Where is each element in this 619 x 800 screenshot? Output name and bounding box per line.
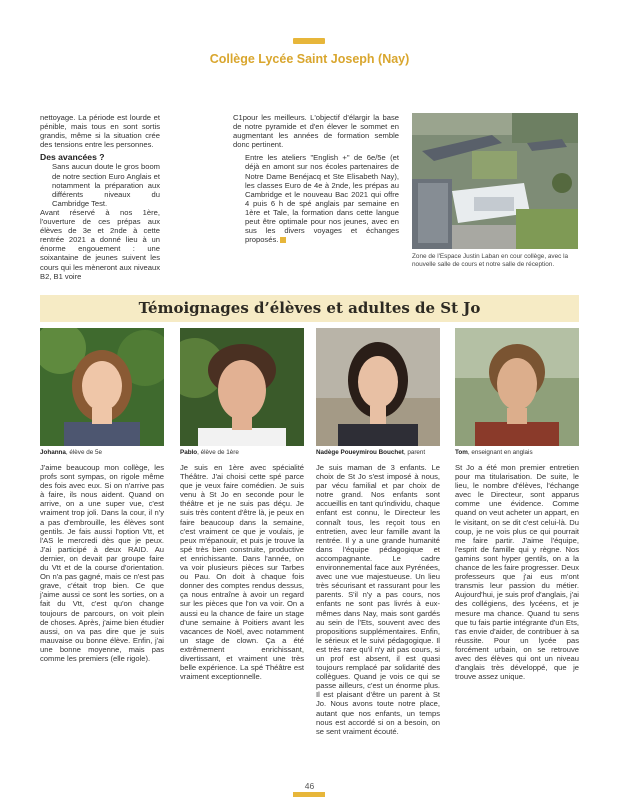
article-paragraph: Sans aucun doute le gros boom de notre section Euro Anglais et notamment la préparation aux différents niveaux du Cambridge Test. bbox=[52, 162, 160, 208]
photo-caption: Zone de l'Espace Justin Laban en cour collège, avec la nouvelle salle de cours et notre salle de réception. bbox=[412, 253, 569, 268]
portrait-label-pablo bbox=[180, 449, 239, 457]
person-name: Johanna bbox=[40, 449, 66, 456]
person-role: , élève de 5e bbox=[65, 449, 102, 456]
portrait-nadege bbox=[316, 328, 440, 446]
header-accent-bar bbox=[293, 38, 325, 44]
person-role: , enseignant en anglais bbox=[467, 449, 533, 456]
aerial-photo-image bbox=[412, 113, 578, 249]
article-paragraph: Entre les ateliers "English +" de 6e/5e (et déjà en amont sur nos écoles partenaires de Notre Dame Benéjacq et Ste Elisabeth Nay), les classes Euro de 4e à 2nde, les prépas au Cambridge et le nouveau Bac 2021 qui offre 4 puis 6 h de spé anglais par semaine en 1ère et Tale, la formation dans cette langue peut être optimale pour nos jeunes, avec en sus les divers voyages et échanges proposés. bbox=[245, 153, 399, 245]
aerial-photo bbox=[412, 113, 578, 249]
article-column-2 bbox=[233, 113, 399, 244]
article-subheading: Des avancées ? bbox=[40, 152, 105, 163]
person-name: Tom bbox=[455, 449, 468, 456]
footer-accent-bar bbox=[293, 792, 325, 797]
person-name: Pablo bbox=[180, 449, 198, 456]
portrait-johanna bbox=[40, 328, 164, 446]
person-name: Nadège Poueymirou Bouchet bbox=[316, 449, 404, 456]
testimonial-text-nadege: Je suis maman de 3 enfants. Le choix de St Jo s'est imposé à nous, par vécu familial et par choix de notre grand. Nos enfants sont accueillis en tant qu'individu, chaque enfant est connu, le Directeur les connaît tous, les reçoit tous en entretien, avec leur famille avant la rentrée. Il y a une grande humanité dans l'équipe pédagogique et accompagnante. Le cadre environnemental face aux Pyrénées, avec une vue majestueuse. Un lieu très sécurisant et rassurant pour les parents. S'il n'y a pas cours, nos enfants ne sont pas livrés à eux-mêmes dans Nay, mais sont gardés au sein de l'Ets, souvent avec des propositions supplémentaires. Enfin, le sérieux et le suivi pédagogique. Il est très rare qu'il n'y ait pas cours, si un prof est absent, il est quasi toujours remplacé par solidarité des collègues. Quand je vois ce qui se passe ailleurs, c'est un énorme plus. Il est plaisant d'être un parent à St Jo. Nous avons toute notre place, autant que nos enfants, un temps nous est accordé si on a besoin, on se sent vraiment écouté. bbox=[316, 463, 440, 736]
person-role: , élève de 1ère bbox=[197, 449, 239, 456]
portrait-label-tom bbox=[455, 449, 533, 457]
testimonial-text-pablo: Je suis en 1ère avec spécialité Théâtre. J'ai choisi cette spé parce que je veux faire comédien. Je suis venu à St Jo en seconde pour le théâtre et je ne suis pas déçu. Je suis très content d'être là, je peux en faire beaucoup dans la semaine, c'est vraiment ce que je voulais, je peux m'épanouir, et puis je trouve la spé très bien construite, productive et enrichissante. Dans l'année, on va voir plusieurs pièces sur Tarbes ou Pau. On doit à chaque fois donner des comptes rendus dessus, ça nous entraîne à avoir un regard sur les pièces que l'on va voir. On a aussi eu la chance de faire un stage d'une semaine à Poitiers avant les vacances de Noël, avec notamment un stage de clown. Ça a été extrêmement enrichissant, divertissant, et vraiment une très belle expérience. La spé Théâtre est vraiment exceptionnelle. bbox=[180, 463, 304, 682]
article-column-1 bbox=[40, 113, 160, 281]
testimonial-text-johanna: J'aime beaucoup mon collège, les profs sont sympas, on rigole même des fois avec eux. Si on n'arrive pas à faire, ils nous aident. Quand on arrive, on a une super vue, c'est vraiment trop joli. Dans la cour, il n'y a pas d'embrouille, les élèves sont gentils. Je fais aussi l'option Vtt, et l'AS le mercredi dès que je peux. J'ai participé à deux RAID. Au dernier, on devait par groupe faire du Vtt et de la course d'orientation. On n'a pas gagné, mais ce n'est pas grave, c'était trop bien. Ce que j'aime aussi ce sont les sorties, on a fait du Vtt, c'est qu'on change toujours de parcours, on voit plein de choses. Après, j'aime bien étudier aussi, on va pas dire que je suis mauvaise ou bonne élève. Enfin, j'ai une bonne moyenne, mais pas comme les premiers (elle rigole). bbox=[40, 463, 164, 663]
article-paragraph: nettoyage. La période est lourde et pénible, mais tous en sont sortis grandis, même si la situation crée des tensions entre les personnes. bbox=[40, 113, 160, 150]
portrait-pablo bbox=[180, 328, 304, 446]
section-title: Témoignages d’élèves et adultes de St Jo bbox=[138, 299, 481, 317]
page-number: 46 bbox=[304, 781, 315, 791]
article-paragraph: C1pour les meilleurs. L'objectif d'élargir la base de notre pyramide et d'en élever le sommet en augmentant les années de formation semble donc pertinent. bbox=[233, 113, 399, 150]
section-band bbox=[40, 295, 579, 322]
article-paragraph: Avant réservé à nos 1ère, l'ouverture de ces prépas aux élèves de 3e et 2nde à cette rentrée 2021 a donné lieu à un énorme engouement : une soixantaine de jeunes suivent les cours qui les mèneront aux niveaux B2, B1 voire bbox=[40, 207, 160, 281]
person-role: , parent bbox=[403, 449, 426, 456]
portrait-tom bbox=[455, 328, 579, 446]
testimonial-text-tom: St Jo a été mon premier entretien pour ma titularisation. De suite, le lieu, le nombre d'élèves, l'échange avec le Directeur, sont apparus comme une évidence. Comme quand on veut acheter un appart, en le visitant, on se dit c'est celui-là. Du coup, je ne vois plus ce qui pourrait me faire partir. J'aime l'équipe, l'esprit de famille qui y règne. Nos gamins sont hyper gentils, on a la chance de les faire progresser. Deux professeurs que j'ai eus m'ont transmis leur passion du métier. Aujourd'hui, je suis prof d'anglais, j'ai des collégiens, des lycéens, et je mesure ma chance. Quand tu sens que tu fais partie intégrante d'un Ets, t'as envie d'aider, de contribuer à sa réussite. Pour un lycée pas forcément urbain, on se retrouve avec des élèves qui ont un niveau d'anglais très développé, que je trouve assez unique. bbox=[455, 463, 579, 682]
page-header-title: Collège Lycée Saint Joseph (Nay) bbox=[209, 52, 410, 66]
end-mark bbox=[280, 237, 286, 243]
portrait-label-johanna bbox=[40, 449, 102, 457]
portrait-label-nadege bbox=[316, 449, 425, 457]
